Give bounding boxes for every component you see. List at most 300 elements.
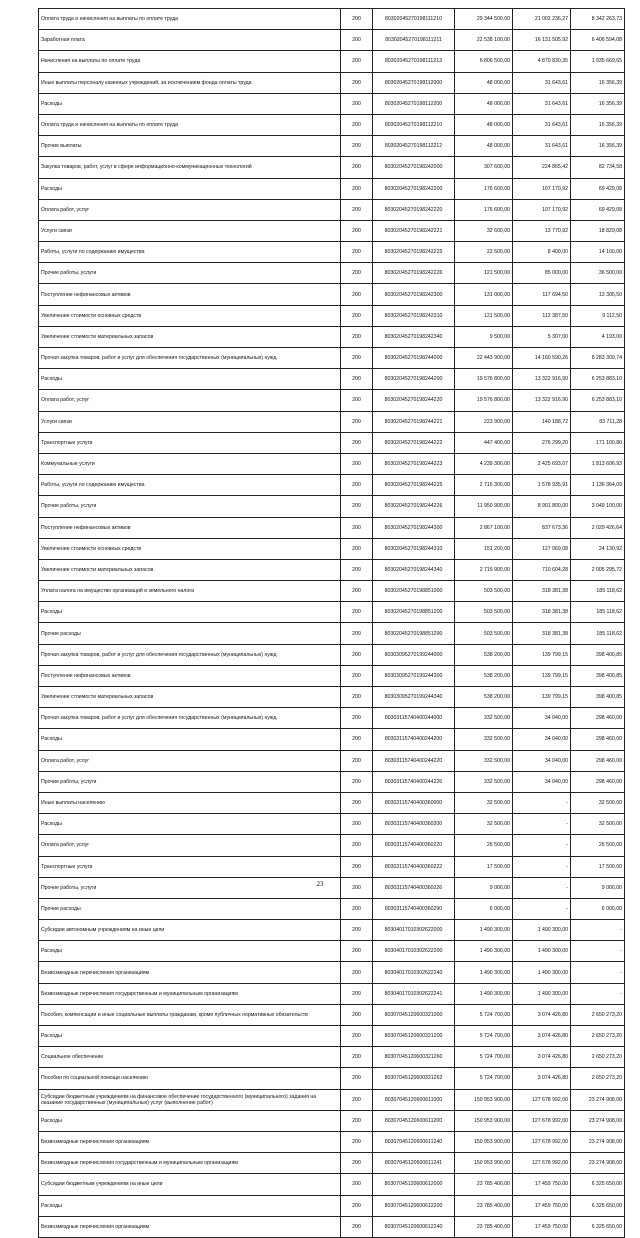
row-unexecuted-amount: 298 460,00 <box>571 750 625 771</box>
row-line-code: 200 <box>341 983 373 1004</box>
row-executed-amount: 13 770,92 <box>513 220 571 241</box>
row-approved-amount: 9 000,00 <box>455 877 513 898</box>
row-unexecuted-amount: 1 136 364,09 <box>571 475 625 496</box>
row-executed-amount: 107 170,92 <box>513 199 571 220</box>
table-row <box>39 687 625 708</box>
row-approved-amount: 6 000,00 <box>455 898 513 919</box>
row-line-code: 200 <box>341 962 373 983</box>
row-approved-amount: 22 443 900,00 <box>455 348 513 369</box>
row-line-code: 200 <box>341 390 373 411</box>
row-approved-amount: 11 950 900,00 <box>455 496 513 517</box>
table-row <box>39 941 625 962</box>
row-executed-amount: 3 074 426,80 <box>513 1047 571 1068</box>
row-unexecuted-amount: 16 356,39 <box>571 136 625 157</box>
row-approved-amount: 26 500,00 <box>455 835 513 856</box>
row-executed-amount: 117 694,50 <box>513 284 571 305</box>
row-executed-amount: 127 069,08 <box>513 538 571 559</box>
row-classification-code: 80304017010302622240 <box>373 962 455 983</box>
row-executed-amount: 1 490 300,00 <box>513 920 571 941</box>
row-name: Оплата труда и начисления на выплаты по оплате труда <box>39 9 341 30</box>
row-executed-amount: 13 322 916,90 <box>513 390 571 411</box>
row-executed-amount: - <box>513 856 571 877</box>
row-approved-amount: 22 538 100,00 <box>455 30 513 51</box>
row-classification-code: 80302045270198244000 <box>373 348 455 369</box>
row-executed-amount: 8 901 800,00 <box>513 496 571 517</box>
row-unexecuted-amount: 13 305,50 <box>571 284 625 305</box>
row-classification-code: 80302045270198242310 <box>373 305 455 326</box>
row-executed-amount: 3 074 426,80 <box>513 1026 571 1047</box>
table-row <box>39 475 625 496</box>
row-classification-code: 80303095270199244300 <box>373 665 455 686</box>
row-unexecuted-amount: 171 100,80 <box>571 432 625 453</box>
row-approved-amount: 23 785 400,00 <box>455 1216 513 1237</box>
row-executed-amount: 139 799,15 <box>513 687 571 708</box>
table-row <box>39 581 625 602</box>
table-row <box>39 263 625 284</box>
row-unexecuted-amount: 6 406 594,08 <box>571 30 625 51</box>
row-classification-code: 80302045270198244222 <box>373 432 455 453</box>
row-approved-amount: 17 500,00 <box>455 856 513 877</box>
table-row <box>39 432 625 453</box>
row-classification-code: 80302045270198244221 <box>373 411 455 432</box>
row-approved-amount: 503 500,00 <box>455 623 513 644</box>
row-approved-amount: 9 500,00 <box>455 326 513 347</box>
row-line-code: 200 <box>341 898 373 919</box>
row-name: Безвозмездные перечисления организациям <box>39 1216 341 1237</box>
row-name: Расходы <box>39 1195 341 1216</box>
row-line-code: 200 <box>341 1068 373 1089</box>
row-unexecuted-amount: 32 500,00 <box>571 814 625 835</box>
row-executed-amount: 85 000,00 <box>513 263 571 284</box>
row-unexecuted-amount: 2 650 273,20 <box>571 1004 625 1025</box>
row-executed-amount: 1 490 300,00 <box>513 941 571 962</box>
row-unexecuted-amount: 82 734,58 <box>571 157 625 178</box>
row-approved-amount: 307 600,00 <box>455 157 513 178</box>
table-row <box>39 284 625 305</box>
table-row <box>39 1131 625 1152</box>
row-approved-amount: 23 785 400,00 <box>455 1174 513 1195</box>
table-row <box>39 771 625 792</box>
row-classification-code: 80302045270198111211 <box>373 30 455 51</box>
row-approved-amount: 32 500,00 <box>455 814 513 835</box>
row-name: Увеличение стоимости основных средств <box>39 305 341 326</box>
row-classification-code: 80303115740400360000 <box>373 792 455 813</box>
row-unexecuted-amount: 69 429,08 <box>571 199 625 220</box>
row-classification-code: 80302045270198242226 <box>373 263 455 284</box>
row-approved-amount: 4 239 300,00 <box>455 453 513 474</box>
row-executed-amount: 139 799,15 <box>513 665 571 686</box>
row-name: Оплата работ, услуг <box>39 390 341 411</box>
row-executed-amount: 107 170,92 <box>513 178 571 199</box>
row-executed-amount: 127 678 992,00 <box>513 1110 571 1131</box>
row-classification-code: 80302045270198112212 <box>373 136 455 157</box>
row-classification-code: 80304017010302622200 <box>373 941 455 962</box>
row-executed-amount: 17 459 750,00 <box>513 1216 571 1237</box>
row-name: Транспортные услуги <box>39 856 341 877</box>
table-row <box>39 178 625 199</box>
table-row <box>39 1153 625 1174</box>
table-row <box>39 136 625 157</box>
row-approved-amount: 131 000,00 <box>455 284 513 305</box>
row-executed-amount: - <box>513 877 571 898</box>
row-name: Субсидии бюджетным учреждениям на иные цели <box>39 1174 341 1195</box>
page-number: 23 <box>316 880 324 888</box>
row-approved-amount: 48 000,00 <box>455 136 513 157</box>
row-approved-amount: 2 867 100,00 <box>455 517 513 538</box>
table-row <box>39 93 625 114</box>
row-executed-amount: 34 040,00 <box>513 708 571 729</box>
row-name: Закупка товаров, работ, услуг в сфере информационно-коммуникационных технологий <box>39 157 341 178</box>
row-line-code: 200 <box>341 348 373 369</box>
table-row <box>39 559 625 580</box>
row-classification-code: 80303115740400244220 <box>373 750 455 771</box>
row-name: Прочие работы, услуги <box>39 877 341 898</box>
row-executed-amount: 3 074 426,80 <box>513 1004 571 1025</box>
row-name: Увеличение стоимости материальных запасов <box>39 326 341 347</box>
table-row <box>39 644 625 665</box>
row-executed-amount: 276 299,20 <box>513 432 571 453</box>
row-line-code: 200 <box>341 814 373 835</box>
row-name: Безвозмездные перечисления организациям <box>39 962 341 983</box>
row-line-code: 200 <box>341 1216 373 1237</box>
row-classification-code: 80303115740400360222 <box>373 856 455 877</box>
row-line-code: 200 <box>341 432 373 453</box>
row-unexecuted-amount: 398 400,85 <box>571 687 625 708</box>
row-line-code: 200 <box>341 411 373 432</box>
row-classification-code: 80304017010302622000 <box>373 920 455 941</box>
row-classification-code: 80307045120600611200 <box>373 1110 455 1131</box>
row-name: Оплата труда и начисления на выплаты по оплате труда <box>39 114 341 135</box>
row-executed-amount: - <box>513 898 571 919</box>
row-executed-amount: 4 870 830,35 <box>513 51 571 72</box>
row-line-code: 200 <box>341 1089 373 1110</box>
row-unexecuted-amount: 4 193,00 <box>571 326 625 347</box>
row-unexecuted-amount: 8 283 309,74 <box>571 348 625 369</box>
row-classification-code: 80303115740400244226 <box>373 771 455 792</box>
table-row <box>39 1110 625 1131</box>
row-classification-code: 80307045120600321262 <box>373 1068 455 1089</box>
row-approved-amount: 503 500,00 <box>455 602 513 623</box>
row-classification-code: 80302045270198112000 <box>373 72 455 93</box>
row-name: Работы, услуги по содержанию имущества <box>39 242 341 263</box>
row-approved-amount: 19 576 800,00 <box>455 390 513 411</box>
row-executed-amount: 112 387,50 <box>513 305 571 326</box>
row-executed-amount: - <box>513 835 571 856</box>
row-name: Прочие расходы <box>39 623 341 644</box>
row-name: Иные выплаты персоналу казенных учреждений, за исключением фонда оплаты труда <box>39 72 341 93</box>
row-name: Расходы <box>39 814 341 835</box>
row-name: Поступление нефинансовых активов <box>39 665 341 686</box>
row-classification-code: 80302045270198851200 <box>373 602 455 623</box>
row-line-code: 200 <box>341 877 373 898</box>
row-name: Уплата налога на имущество организаций и земельного налога <box>39 581 341 602</box>
row-executed-amount: 139 799,15 <box>513 644 571 665</box>
row-unexecuted-amount: - <box>571 983 625 1004</box>
table-row <box>39 242 625 263</box>
row-line-code: 200 <box>341 920 373 941</box>
row-classification-code: 80302045270198111213 <box>373 51 455 72</box>
row-classification-code: 80307045120600321260 <box>373 1047 455 1068</box>
row-line-code: 200 <box>341 220 373 241</box>
row-executed-amount: 31 643,61 <box>513 72 571 93</box>
row-unexecuted-amount: 9 112,50 <box>571 305 625 326</box>
row-approved-amount: 32 500,00 <box>455 792 513 813</box>
row-executed-amount: 127 678 992,00 <box>513 1089 571 1110</box>
row-name: Социальное обеспечение <box>39 1047 341 1068</box>
row-line-code: 200 <box>341 1195 373 1216</box>
row-classification-code: 80302045270198242300 <box>373 284 455 305</box>
row-approved-amount: 332 500,00 <box>455 729 513 750</box>
row-approved-amount: 2 715 900,00 <box>455 559 513 580</box>
row-classification-code: 80303115740400360226 <box>373 877 455 898</box>
row-approved-amount: 23 785 400,00 <box>455 1195 513 1216</box>
row-unexecuted-amount: 69 429,08 <box>571 178 625 199</box>
row-approved-amount: 1 490 300,00 <box>455 983 513 1004</box>
row-classification-code: 80303115740400244000 <box>373 708 455 729</box>
row-name: Прочие работы, услуги <box>39 263 341 284</box>
row-line-code: 200 <box>341 729 373 750</box>
row-approved-amount: 32 600,00 <box>455 220 513 241</box>
table-row <box>39 602 625 623</box>
row-name: Работы, услуги по содержанию имущества <box>39 475 341 496</box>
row-approved-amount: 48 000,00 <box>455 93 513 114</box>
table-row <box>39 517 625 538</box>
row-classification-code: 80302045270198242200 <box>373 178 455 199</box>
row-name: Заработная плата <box>39 30 341 51</box>
row-approved-amount: 1 490 300,00 <box>455 962 513 983</box>
row-line-code: 200 <box>341 835 373 856</box>
row-approved-amount: 332 500,00 <box>455 708 513 729</box>
table-row <box>39 348 625 369</box>
row-unexecuted-amount: 24 130,92 <box>571 538 625 559</box>
row-executed-amount: 13 322 916,90 <box>513 369 571 390</box>
table-row <box>39 1174 625 1195</box>
table-row <box>39 920 625 941</box>
row-approved-amount: 121 500,00 <box>455 263 513 284</box>
row-executed-amount: - <box>513 814 571 835</box>
row-approved-amount: 1 490 300,00 <box>455 941 513 962</box>
row-approved-amount: 176 600,00 <box>455 199 513 220</box>
row-executed-amount: 34 040,00 <box>513 750 571 771</box>
row-unexecuted-amount: 6 325 650,00 <box>571 1216 625 1237</box>
row-classification-code: 80302045270198242340 <box>373 326 455 347</box>
row-unexecuted-amount: 1 813 606,93 <box>571 453 625 474</box>
row-approved-amount: 447 400,00 <box>455 432 513 453</box>
row-classification-code: 80307045120600612240 <box>373 1216 455 1237</box>
row-unexecuted-amount: 6 000,00 <box>571 898 625 919</box>
row-line-code: 200 <box>341 369 373 390</box>
row-approved-amount: 5 724 700,00 <box>455 1068 513 1089</box>
row-name: Прочие работы, услуги <box>39 496 341 517</box>
row-approved-amount: 1 490 300,00 <box>455 920 513 941</box>
row-name: Расходы <box>39 1110 341 1131</box>
row-line-code: 200 <box>341 326 373 347</box>
row-unexecuted-amount: 8 342 263,73 <box>571 9 625 30</box>
row-approved-amount: 176 600,00 <box>455 178 513 199</box>
row-unexecuted-amount: 23 274 908,00 <box>571 1110 625 1131</box>
row-approved-amount: 2 716 300,00 <box>455 475 513 496</box>
row-name: Услуги связи <box>39 411 341 432</box>
row-classification-code: 80302045270198244310 <box>373 538 455 559</box>
table-row <box>39 750 625 771</box>
row-unexecuted-amount: 16 356,39 <box>571 93 625 114</box>
row-executed-amount: 34 040,00 <box>513 729 571 750</box>
row-approved-amount: 538 200,00 <box>455 644 513 665</box>
table-row <box>39 157 625 178</box>
row-unexecuted-amount: 2 650 273,20 <box>571 1047 625 1068</box>
row-name: Прочие расходы <box>39 898 341 919</box>
table-row <box>39 220 625 241</box>
row-executed-amount: 34 040,00 <box>513 771 571 792</box>
row-line-code: 200 <box>341 157 373 178</box>
table-row <box>39 51 625 72</box>
row-name: Поступление нефинансовых активов <box>39 517 341 538</box>
row-name: Субсидии автономным учреждениям на иные цели <box>39 920 341 941</box>
row-approved-amount: 121 500,00 <box>455 305 513 326</box>
row-classification-code: 80302045270198242220 <box>373 199 455 220</box>
row-executed-amount: 17 459 750,00 <box>513 1195 571 1216</box>
table-row <box>39 962 625 983</box>
table-row <box>39 538 625 559</box>
row-classification-code: 80302045270198111210 <box>373 9 455 30</box>
row-classification-code: 80303115740400360200 <box>373 814 455 835</box>
row-classification-code: 80302045270198244220 <box>373 390 455 411</box>
row-classification-code: 80302045270198242225 <box>373 242 455 263</box>
row-classification-code: 80307045120600611241 <box>373 1153 455 1174</box>
row-line-code: 200 <box>341 644 373 665</box>
row-line-code: 200 <box>341 1153 373 1174</box>
row-approved-amount: 19 576 800,00 <box>455 369 513 390</box>
table-row <box>39 369 625 390</box>
row-line-code: 200 <box>341 856 373 877</box>
row-unexecuted-amount: 23 274 908,00 <box>571 1153 625 1174</box>
table-row <box>39 1004 625 1025</box>
row-executed-amount: 31 643,61 <box>513 114 571 135</box>
table-row <box>39 898 625 919</box>
row-name: Начисления на выплаты по оплате труда <box>39 51 341 72</box>
row-classification-code: 80307045120600321000 <box>373 1004 455 1025</box>
row-classification-code: 80307045120600612200 <box>373 1195 455 1216</box>
table-row <box>39 708 625 729</box>
row-classification-code: 80302045270198851000 <box>373 581 455 602</box>
row-executed-amount: 1 490 300,00 <box>513 983 571 1004</box>
row-approved-amount: 150 953 900,00 <box>455 1131 513 1152</box>
row-classification-code: 80302045270198851290 <box>373 623 455 644</box>
row-executed-amount: 318 381,38 <box>513 602 571 623</box>
row-line-code: 200 <box>341 602 373 623</box>
row-classification-code: 80302045270198112200 <box>373 93 455 114</box>
row-name: Прочие работы, услуги <box>39 771 341 792</box>
row-executed-amount: 127 678 992,00 <box>513 1153 571 1174</box>
table-row <box>39 411 625 432</box>
row-unexecuted-amount: 26 500,00 <box>571 835 625 856</box>
row-name: Расходы <box>39 941 341 962</box>
row-line-code: 200 <box>341 263 373 284</box>
table-row <box>39 453 625 474</box>
row-line-code: 200 <box>341 114 373 135</box>
row-line-code: 200 <box>341 687 373 708</box>
row-name: Расходы <box>39 178 341 199</box>
row-unexecuted-amount: 6 253 883,10 <box>571 390 625 411</box>
row-line-code: 200 <box>341 178 373 199</box>
row-unexecuted-amount: 23 274 908,00 <box>571 1089 625 1110</box>
row-line-code: 200 <box>341 623 373 644</box>
row-approved-amount: 48 000,00 <box>455 114 513 135</box>
row-approved-amount: 151 200,00 <box>455 538 513 559</box>
table-row <box>39 1089 625 1110</box>
table-body <box>39 9 625 1238</box>
table-row <box>39 1047 625 1068</box>
row-name: Поступление нефинансовых активов <box>39 284 341 305</box>
row-name: Прочая закупка товаров, работ и услуг для обеспечения государственных (муниципальных) нужд <box>39 708 341 729</box>
table-row <box>39 729 625 750</box>
row-executed-amount: 2 425 693,07 <box>513 453 571 474</box>
row-unexecuted-amount: 36 500,00 <box>571 263 625 284</box>
row-approved-amount: 332 500,00 <box>455 750 513 771</box>
row-name: Увеличение стоимости основных средств <box>39 538 341 559</box>
row-approved-amount: 5 724 700,00 <box>455 1026 513 1047</box>
row-classification-code: 80302045270198242000 <box>373 157 455 178</box>
row-name: Прочие выплаты <box>39 136 341 157</box>
row-unexecuted-amount: 9 000,00 <box>571 877 625 898</box>
row-line-code: 200 <box>341 750 373 771</box>
row-executed-amount: 16 131 505,92 <box>513 30 571 51</box>
row-line-code: 200 <box>341 941 373 962</box>
row-line-code: 200 <box>341 30 373 51</box>
row-line-code: 200 <box>341 1110 373 1131</box>
row-line-code: 200 <box>341 284 373 305</box>
row-line-code: 200 <box>341 1174 373 1195</box>
row-line-code: 200 <box>341 72 373 93</box>
row-classification-code: 80303115740400360290 <box>373 898 455 919</box>
row-approved-amount: 332 500,00 <box>455 771 513 792</box>
row-executed-amount: 318 381,38 <box>513 623 571 644</box>
table-row <box>39 30 625 51</box>
row-unexecuted-amount: 18 829,08 <box>571 220 625 241</box>
row-line-code: 200 <box>341 242 373 263</box>
table-row <box>39 1068 625 1089</box>
row-line-code: 200 <box>341 771 373 792</box>
row-executed-amount: 224 865,42 <box>513 157 571 178</box>
row-classification-code: 80303095270199244340 <box>373 687 455 708</box>
row-unexecuted-amount: 185 118,62 <box>571 623 625 644</box>
table-row <box>39 983 625 1004</box>
row-line-code: 200 <box>341 93 373 114</box>
row-executed-amount: 31 643,61 <box>513 136 571 157</box>
table-row <box>39 326 625 347</box>
table-row <box>39 9 625 30</box>
row-unexecuted-amount: 23 274 908,00 <box>571 1131 625 1152</box>
row-name: Расходы <box>39 1026 341 1047</box>
row-executed-amount: 127 678 992,00 <box>513 1131 571 1152</box>
row-classification-code: 80307045120600611000 <box>373 1089 455 1110</box>
row-executed-amount: 31 643,61 <box>513 93 571 114</box>
row-name: Оплата работ, услуг <box>39 835 341 856</box>
row-line-code: 200 <box>341 665 373 686</box>
row-line-code: 200 <box>341 496 373 517</box>
row-unexecuted-amount: 298 460,00 <box>571 708 625 729</box>
row-unexecuted-amount: 298 460,00 <box>571 771 625 792</box>
row-line-code: 200 <box>341 1047 373 1068</box>
row-classification-code: 80302045270198244340 <box>373 559 455 580</box>
row-name: Прочая закупка товаров, работ и услуг для обеспечения государственных (муниципальных) нужд <box>39 644 341 665</box>
row-name: Безвозмездные перечисления государственным и муниципальным организациям <box>39 1153 341 1174</box>
row-unexecuted-amount: 398 400,85 <box>571 665 625 686</box>
row-unexecuted-amount: 2 029 426,64 <box>571 517 625 538</box>
row-line-code: 200 <box>341 305 373 326</box>
table-row <box>39 814 625 835</box>
row-executed-amount: 1 490 300,00 <box>513 962 571 983</box>
